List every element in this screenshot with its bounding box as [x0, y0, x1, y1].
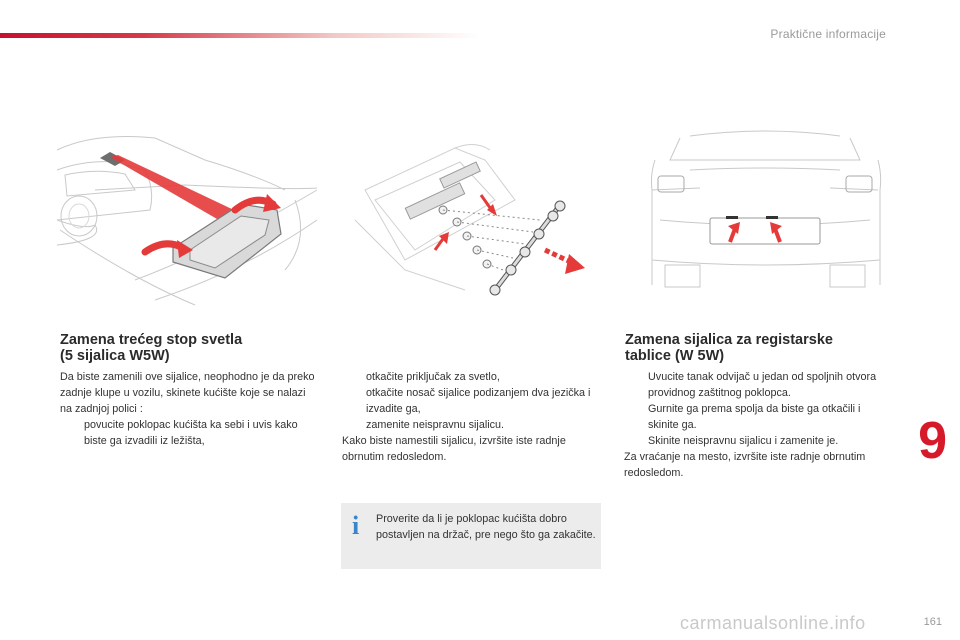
chapter-number: 9: [918, 412, 947, 470]
closing-paragraph: Kako biste namestili sijalicu, izvršite iste radnje obrnutim redosledom.: [342, 435, 566, 463]
bulb-holder-illustration: [345, 140, 590, 310]
title-line-1: Zamena trećeg stop svetla: [60, 332, 243, 348]
title-line-2: (5 sijalica W5W): [60, 348, 170, 364]
third-brake-light-illustration: [55, 130, 320, 310]
plate-lights-steps-column: [624, 369, 892, 481]
list-item: otkačite priključak za svetlo,: [366, 371, 500, 383]
list-item: Gurnite ga prema spolja da biste ga otkačili i skinite ga.: [648, 403, 861, 431]
third-brake-light-intro-column: [60, 369, 315, 449]
title-line-2: tablice (W 5W): [625, 348, 725, 364]
intro-paragraph: Da biste zamenili ove sijalice, neophodno je da preko zadnje klupe u vozilu, skinete kućište koje se nalazi na zadnjoj polici :: [60, 371, 315, 415]
header-accent-bar: [0, 33, 480, 38]
list-item: Skinite neispravnu sijalicu i zamenite je.: [648, 435, 839, 447]
section-title-third-brake-light: [60, 332, 310, 364]
list-item: Uvucite tanak odvijač u jedan od spoljnih otvora providnog zaštitnog poklopca.: [648, 371, 877, 399]
page-number: 161: [923, 616, 942, 628]
third-brake-light-steps-column: [342, 369, 602, 465]
closing-paragraph: Za vraćanje na mesto, izvršite iste radnje obrnutim redosledom.: [624, 451, 866, 479]
list-item: otkačite nosač sijalice podizanjem dva jezička i izvadite ga,: [366, 387, 591, 415]
info-icon: i: [352, 511, 360, 540]
info-note: [341, 503, 601, 569]
chapter-title: Praktične informacije: [770, 27, 886, 41]
section-title-plate-lights: [625, 332, 885, 364]
watermark: carmanualsonline.info: [680, 613, 866, 633]
info-note-text: Proverite da li je poklopac kućišta dobro postavljen na držač, pre nego što ga zakačite.: [376, 513, 596, 541]
title-line-1: Zamena sijalica za registarske: [625, 332, 833, 348]
list-item: povucite poklopac kućišta ka sebi i uvis kako biste ga izvadili iz ležišta,: [84, 419, 298, 447]
list-item: zamenite neispravnu sijalicu.: [366, 419, 505, 431]
plate-lights-illustration: [640, 130, 890, 290]
